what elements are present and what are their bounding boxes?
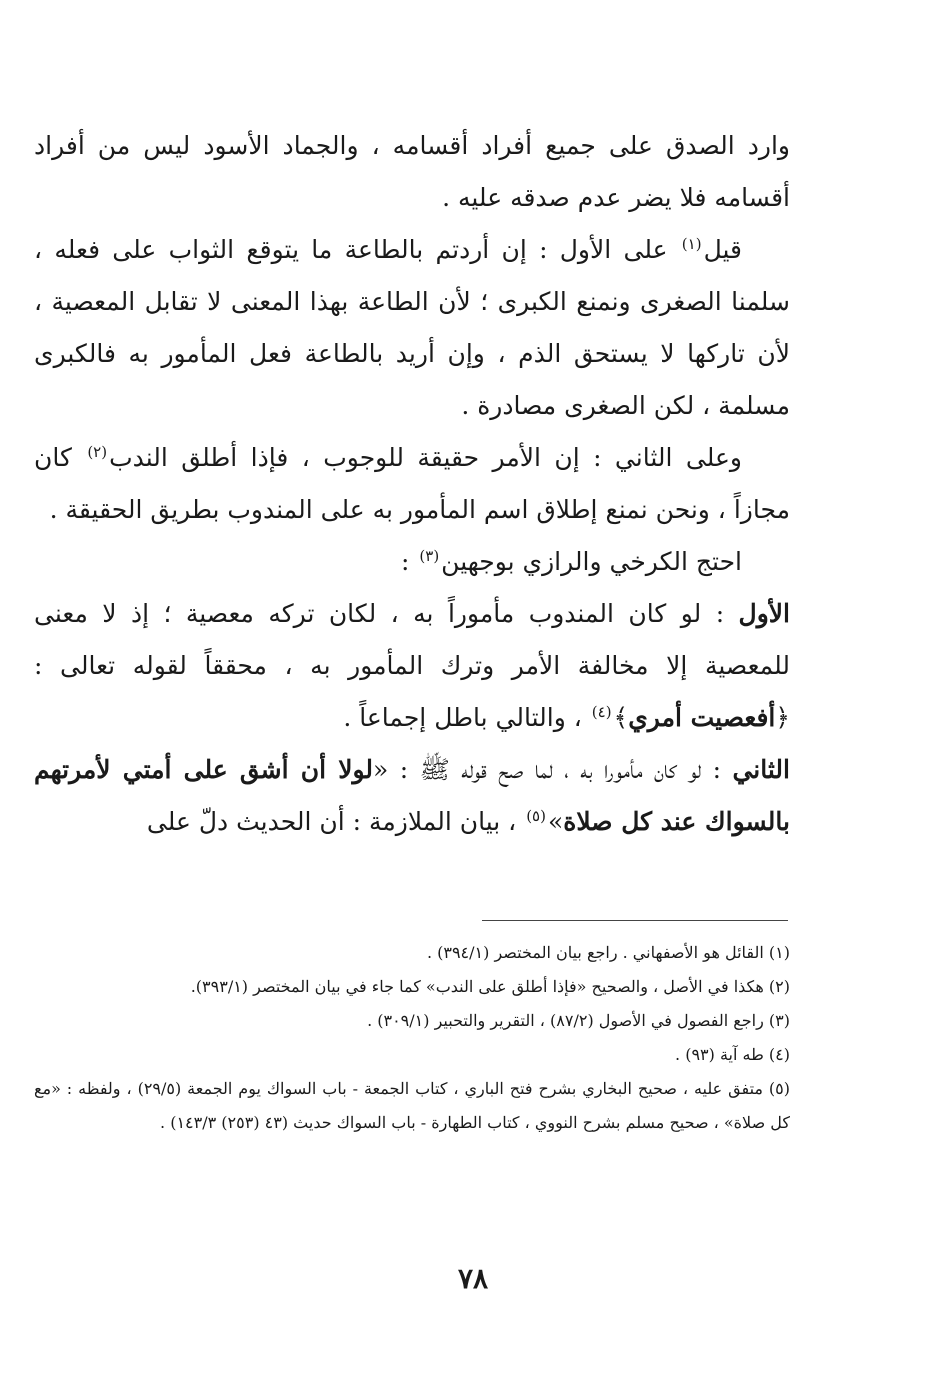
page-number: ٧٨ xyxy=(457,1262,489,1295)
footnote: (١) القائل هو الأصفهاني . راجع بيان المختصر (٣٩٤/١) . xyxy=(426,943,790,962)
paragraph xyxy=(34,588,790,744)
footnote-ref: (٢) xyxy=(87,442,108,461)
paragraph xyxy=(34,432,790,536)
paragraph xyxy=(34,744,790,848)
text-run: وعلى الثاني : إن الأمر حقيقة للوجوب ، فإذا أطلق الندب xyxy=(109,443,742,472)
section-label: الثاني xyxy=(732,755,790,784)
paragraph xyxy=(34,224,790,432)
section-label: الأول xyxy=(738,599,790,628)
footnotes xyxy=(34,936,790,1140)
main-text xyxy=(34,120,790,848)
paragraph xyxy=(34,536,790,588)
text-run: : لو كان مأمورا به ، لما صح قوله ﷺ : « xyxy=(373,755,733,784)
hadith-quote: لولا أن أشق على أمتي لأمرتهم بالسواك عند كل صلاة xyxy=(34,755,790,836)
paragraph: وارد الصدق على جميع أفراد أقسامه ، والجماد الأسود ليس من أفراد أقسامه فلا يضر عدم صدقه عليه . xyxy=(34,131,790,212)
text-run: » xyxy=(547,807,564,836)
footnote: (٥) متفق عليه ، صحيح البخاري بشرح فتح الباري ، كتاب الجمعة - باب السواك يوم الجمعة (٢٩/٥) ، ولفظه : «مع كل صلاة» ، صحيح مسلم بشرح النووي ، كتاب الطهارة - باب السواك حديث (٤٣ (٢٥٣) ١٤٣/٣) . xyxy=(34,1079,790,1132)
text-run: كان مجازاً ، ونحن نمنع إطلاق اسم المأمور به على المندوب بطريق الحقيقة . xyxy=(34,443,790,524)
text-run: قيل xyxy=(703,235,742,264)
footnote-divider xyxy=(482,920,788,921)
footnote: (٣) راجع الفصول في الأصول (٨٧/٢) ، التقرير والتحبير (٣٠٩/١) . xyxy=(367,1011,790,1030)
text-run: ، بيان الملازمة : أن الحديث دلّ على xyxy=(146,807,525,836)
text-run: ﴾ xyxy=(613,703,629,732)
footnote-ref: (٥) xyxy=(526,806,546,825)
footnote: (٤) طه آية (٩٣) . xyxy=(675,1045,790,1064)
footnote-ref: (١) xyxy=(681,234,702,253)
text-run: ، والتالي باطل إجماعاً . xyxy=(343,703,590,732)
footnote: (٢) هكذا في الأصل ، والصحيح «فإذا أطلق على الندب» كما جاء في بيان المختصر (٣٩٣/١). xyxy=(190,977,790,996)
text-run: احتج الكرخي والرازي بوجهين xyxy=(441,547,742,576)
quran-quote: أفعصيت أمري xyxy=(628,703,776,732)
text-run: : لو كان المندوب مأموراً به ، لكان تركه معصية ؛ إذ لا معنى للمعصية إلا مخالفة الأمر وترك المأمور به ، محققاً لقوله تعالى : ﴿ xyxy=(34,599,790,732)
text-run: : xyxy=(401,547,418,576)
text-run: على الأول : إن أردتم بالطاعة ما يتوقع الثواب على فعله ، سلمنا الصغرى ونمنع الكبرى ؛ لأن الطاعة بهذا المعنى لا تقابل المعصية ، لأن تاركها لا يستحق الذم ، وإن أريد بالطاعة فعل المأمور به فالكبرى مسلمة ، لكن الصغرى مصادرة . xyxy=(34,235,790,420)
footnote-ref: (٣) xyxy=(419,546,440,565)
footnote-ref: (٤) xyxy=(591,702,612,721)
